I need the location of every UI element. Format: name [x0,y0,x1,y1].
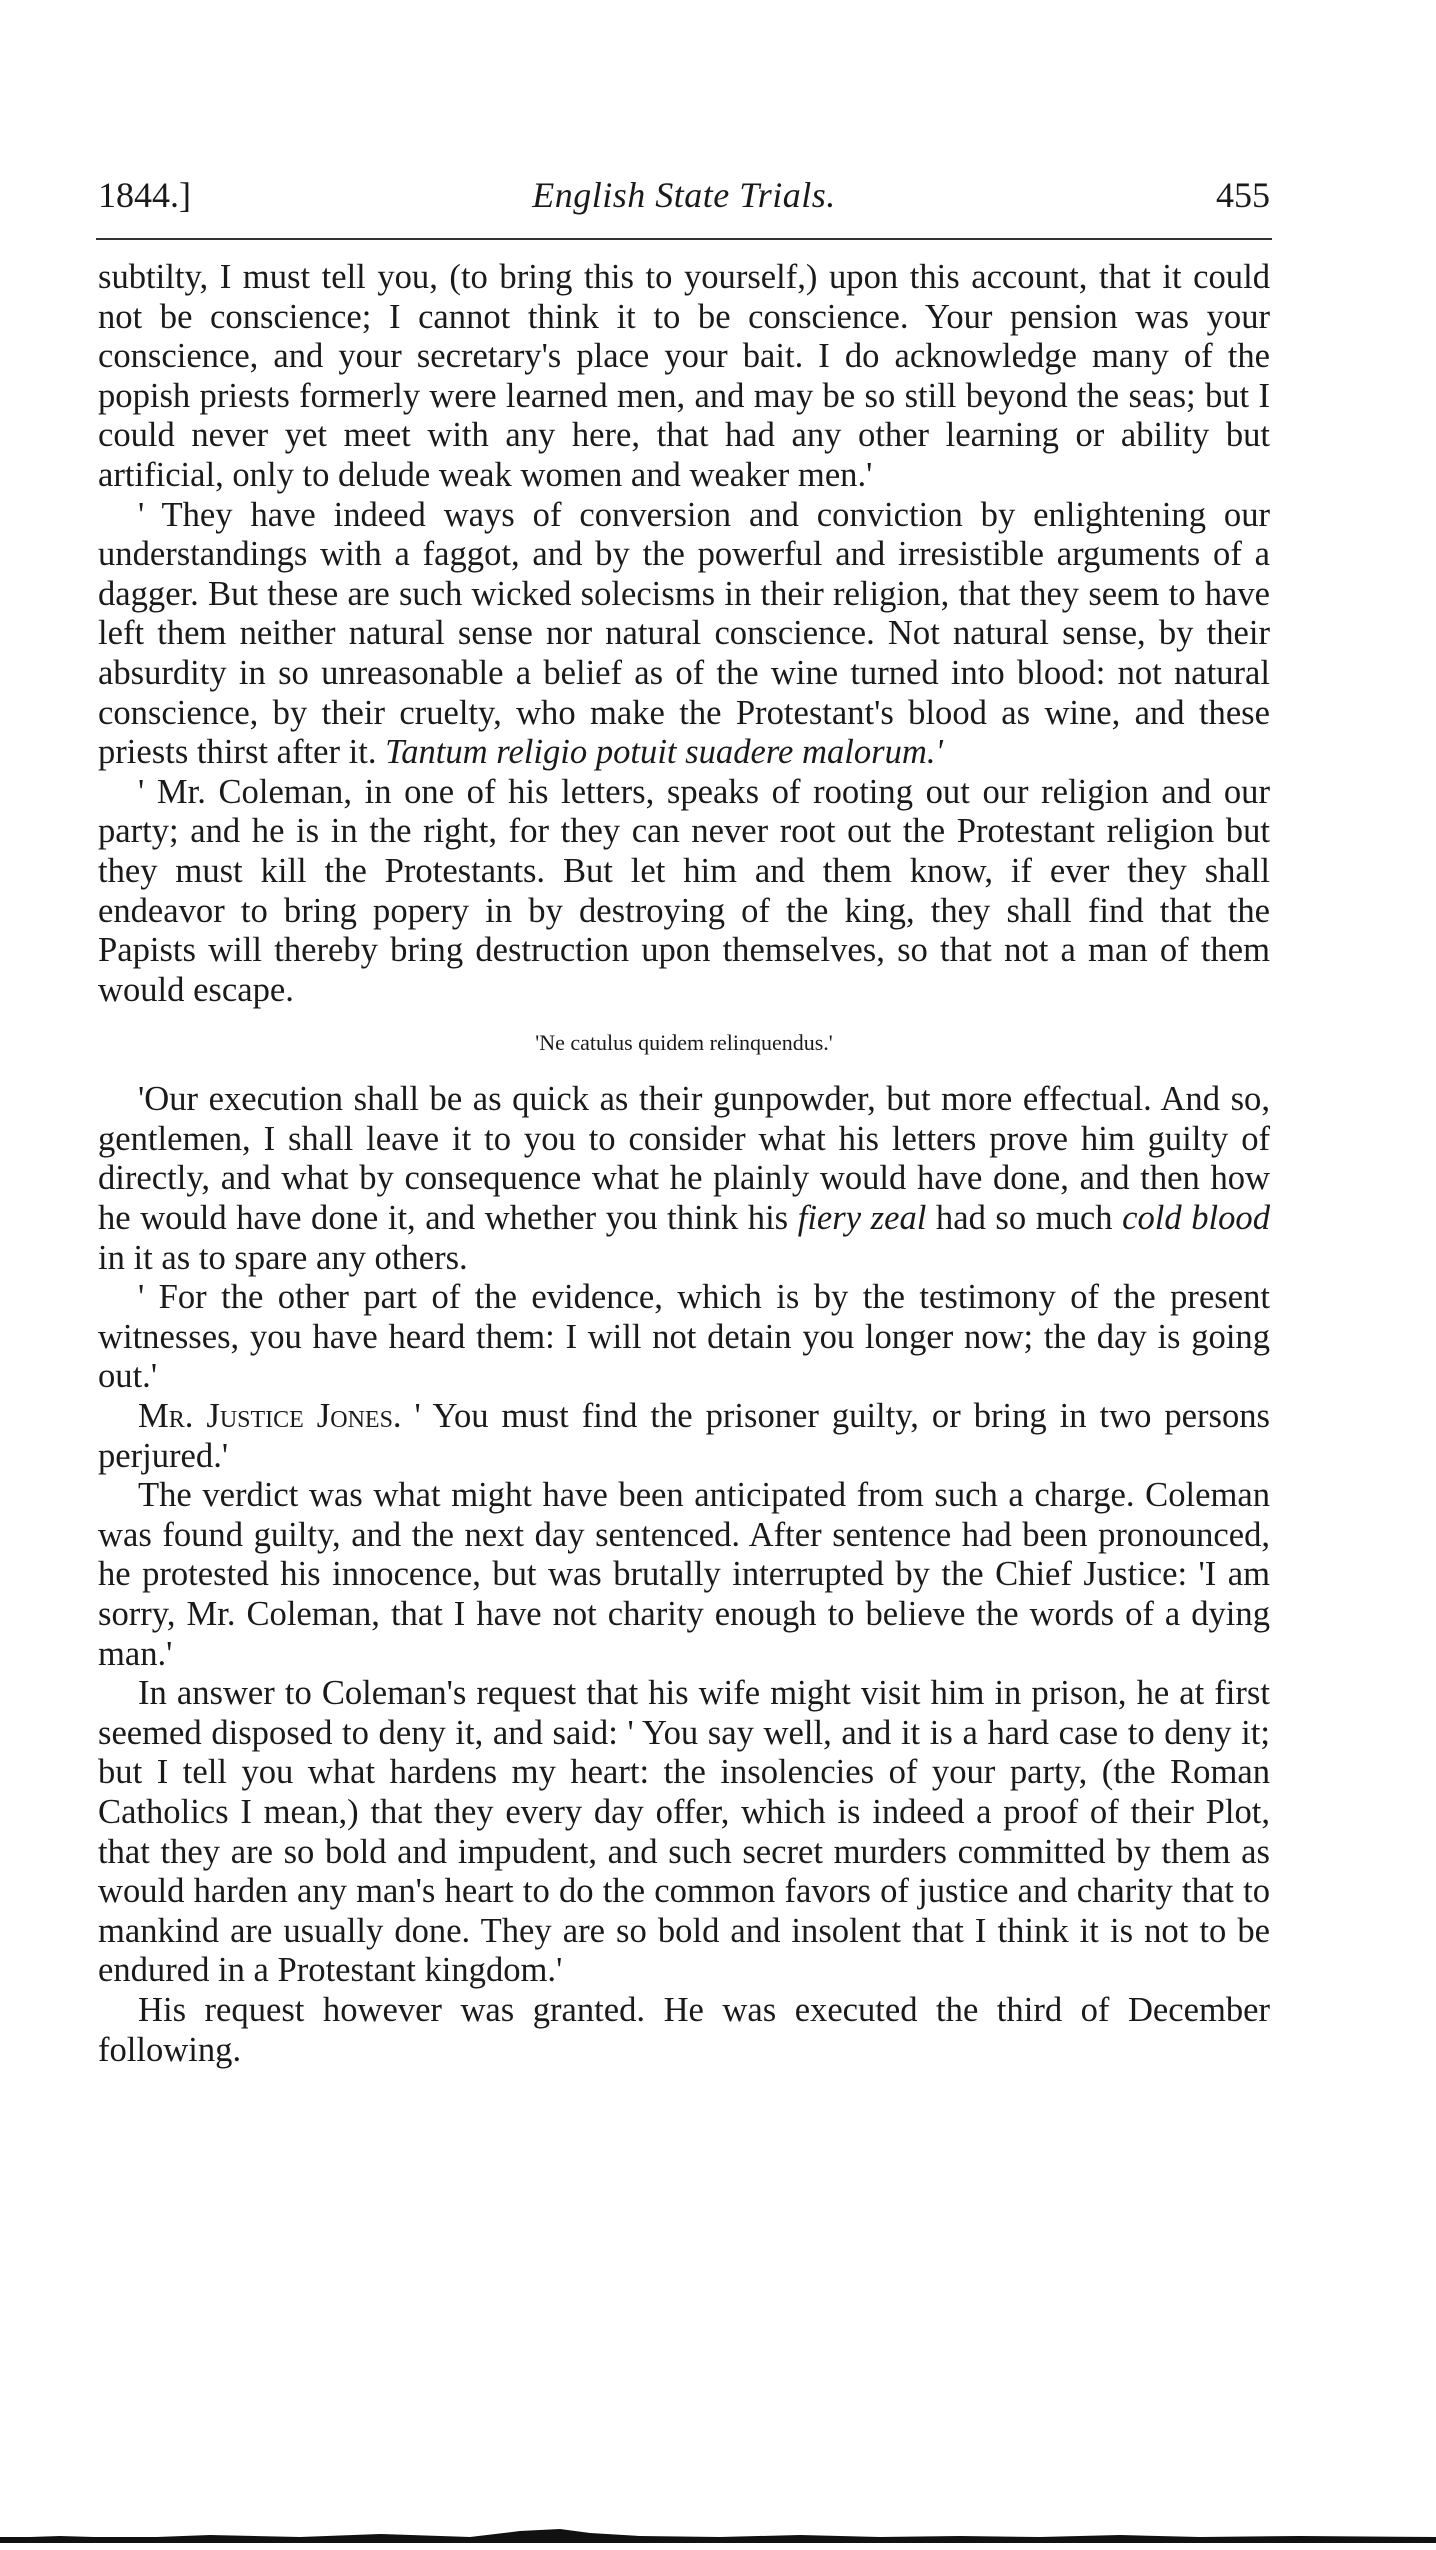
scan-bottom-edge [0,2528,1436,2542]
italic-fiery-zeal: fiery zeal [797,1199,927,1238]
italic-cold-blood: cold blood [1122,1199,1271,1238]
paragraph-3 [98,773,1270,1011]
paragraph-4-text-c: in it as to spare any others. [98,1238,468,1277]
paragraph-9-text: His request however was granted. He was executed the third of December following. [98,1990,1270,2069]
paragraph-7-text: The verdict was what might have been anticipated from such a charge. Coleman was found guilty, and the next day sentenced. After sentence had been pronounced, he protested his innocence, but was brutally interrupted by the Chief Justice: 'I am sorry, Mr. Coleman, that I have not charity enough to believe the words of a dying man.' [98,1476,1270,1673]
paragraph-8-text: In answer to Coleman's request that his wife might visit him in prison, he at first seemed disposed to deny it, and said: ' You say well, and it is a hard case to deny it; but I tell you what hardens my heart: the insolencies of your party, (the Roman Catholics I mean,) that they every day offer, which is indeed a proof of their Plot, that they are so bold and impudent, and such secret murders committed by them as would harden any man's heart to do the common favors of justice and charity that to mankind are usually done. They are so bold and insolent that I think it is not to be endured in a Protestant kingdom.' [98,1674,1270,1990]
paragraph-6 [98,1397,1270,1476]
paragraph-4 [98,1080,1270,1278]
paragraph-7 [98,1476,1270,1674]
paragraph-2 [98,496,1270,773]
paragraph-4-text-a: 'Our execution shall be as quick as their gunpowder, but more effectual. And so, gentlemen, I shall leave it to you to consider what his letters prove him guilty of directly, and what by consequence what he plainly would have done, and then how he would have done it, and whether you think his [98,1080,1270,1238]
paragraph-5 [98,1278,1270,1397]
paragraph-6-text: ' You must find the prisoner guilty, or bring in two persons perjured.' [98,1397,1270,1475]
paragraph-4-text-b: had so much [926,1199,1123,1238]
centered-quote: 'Ne catulus quidem relinquendus.' [535,1030,833,1056]
speaker-name: Mr. Justice Jones. [138,1397,402,1436]
page-number: 455 [1216,175,1270,215]
body-text [98,258,1270,2070]
paragraph-1 [98,258,1270,496]
header-title: English State Trials. [532,175,836,215]
paragraph-9 [98,1991,1270,2070]
header-year: 1844.] [98,175,191,215]
scan-edge-artifact [0,2529,1436,2543]
running-head [98,170,1270,222]
latin-quote: Tantum religio potuit suadere malorum.' [385,733,943,772]
paragraph-5-text: ' For the other part of the evidence, which is by the testimony of the present witnesses, you have heard them: I will not detain you longer now; the day is going out.' [98,1278,1270,1396]
header-rule [96,238,1272,240]
paragraph-3-text: ' Mr. Coleman, in one of his letters, speaks of rooting out our religion and our party; and he is in the right, for they can never root out the Protestant religion but they must kill the Protestants. But let him and them know, if ever they shall endeavor to bring popery in by destroying of the king, they shall find that the Papists will thereby bring destruction upon themselves, so that not a man of them would escape. [98,772,1270,1009]
paragraph-1-text: subtilty, I must tell you, (to bring this to yourself,) upon this account, that it could not be conscience; I cannot think it to be conscience. Your pension was your conscience, and your secretary's place your bait. I do acknowledge many of the popish priests formerly were learned men, and may be so still beyond the seas; but I could never yet meet with any here, that had any other learning or ability but artificial, only to delude weak women and weaker men.' [98,258,1270,494]
paragraph-8 [98,1674,1270,1991]
paragraph-2-text: ' They have indeed ways of conversion and conviction by enlightening our understandings with a faggot, and by the powerful and irresistible arguments of a dagger. But these are such wicked solecisms in their religion, that they seem to have left them neither natural sense nor natural conscience. Not natural sense, by their absurdity in so unreasonable a belief as of the wine turned into blood: not natural conscience, by their cruelty, who make the Protestant's blood as wine, and these priests thirst after it. [98,495,1270,772]
